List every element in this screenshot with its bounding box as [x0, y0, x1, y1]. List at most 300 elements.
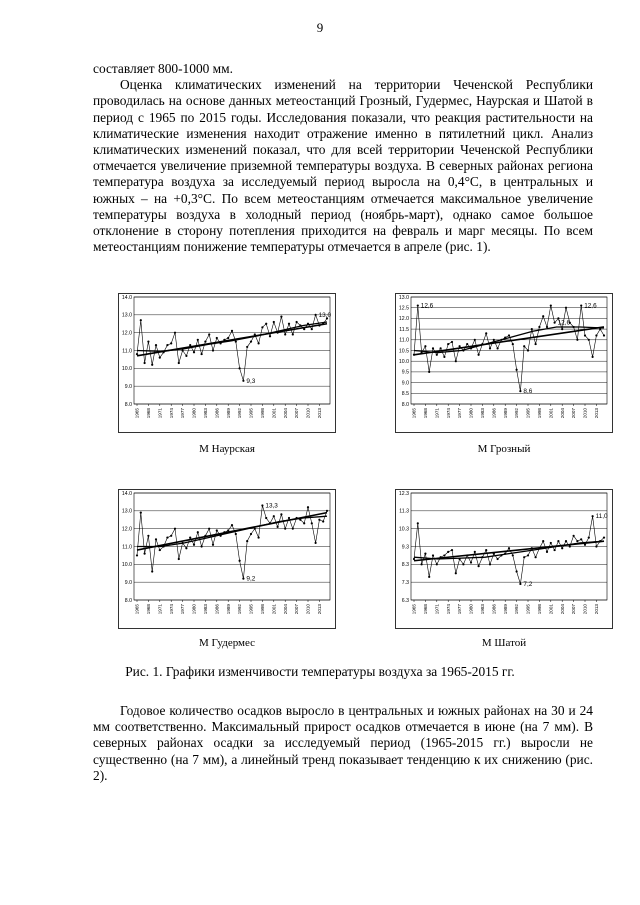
data-label: 12,6 — [584, 302, 597, 310]
paragraph: составляет 800-1000 мм. — [93, 61, 233, 76]
data-point — [235, 340, 237, 342]
x-tick-label: 2001 — [548, 408, 554, 419]
data-point — [592, 515, 594, 517]
data-point — [603, 536, 605, 538]
data-point — [561, 328, 563, 330]
x-tick-label: 2007 — [294, 408, 300, 419]
chart-caption-grozny: М Грозный — [477, 443, 531, 455]
data-point — [147, 340, 149, 342]
data-point — [174, 332, 176, 334]
data-point — [280, 513, 282, 515]
data-point — [307, 323, 309, 325]
data-point — [516, 570, 518, 572]
x-tick-label: 2001 — [548, 604, 554, 615]
data-point — [470, 561, 472, 563]
x-tick-label: 2004 — [559, 408, 565, 419]
data-point — [227, 529, 229, 531]
data-point — [235, 533, 237, 535]
x-tick-label: 1968 — [146, 408, 151, 419]
data-label: 13,0 — [318, 311, 332, 319]
data-point — [516, 369, 518, 371]
data-point — [296, 517, 298, 519]
data-point — [497, 347, 499, 349]
x-tick-label: 1998 — [537, 408, 542, 419]
data-point — [436, 354, 438, 356]
data-point — [204, 535, 206, 537]
x-tick-label: 1995 — [525, 408, 531, 419]
data-point — [189, 344, 191, 346]
data-point — [504, 337, 506, 339]
data-point — [246, 346, 248, 348]
data-point — [147, 535, 149, 537]
y-tick-label: 8.0 — [124, 401, 132, 408]
data-point — [485, 549, 487, 551]
data-point — [455, 360, 457, 362]
data-point — [292, 528, 294, 530]
chart-naurskaya — [118, 293, 336, 433]
x-tick-label: 1992 — [514, 408, 520, 419]
data-point — [315, 542, 317, 544]
data-point — [322, 520, 324, 522]
data-point — [588, 536, 590, 538]
data-point — [432, 554, 434, 556]
data-point — [280, 316, 282, 318]
data-point — [535, 343, 537, 345]
data-point — [565, 307, 567, 309]
x-tick-label: 1977 — [457, 408, 463, 419]
data-point — [546, 551, 548, 553]
data-point — [261, 504, 263, 506]
data-point — [504, 553, 506, 555]
data-point — [542, 315, 544, 317]
y-tick-label: 11.0 — [399, 337, 409, 344]
data-point — [318, 324, 320, 326]
data-point — [159, 357, 161, 359]
data-label: 9,2 — [246, 575, 256, 583]
x-tick-label: 2007 — [571, 408, 577, 419]
data-point — [303, 522, 305, 524]
x-tick-label: 1983 — [203, 604, 208, 615]
x-tick-label: 2013 — [594, 408, 599, 419]
y-tick-label: 8.5 — [401, 391, 409, 398]
x-tick-label: 1980 — [468, 408, 474, 419]
data-point — [584, 544, 586, 546]
data-point — [561, 547, 563, 549]
data-point — [322, 323, 324, 325]
data-point — [451, 549, 453, 551]
data-point — [550, 542, 552, 544]
x-tick-label: 1992 — [514, 604, 520, 615]
data-label: 13,3 — [265, 502, 278, 510]
body-text-bottom — [93, 703, 593, 784]
y-tick-label: 9.5 — [401, 369, 409, 376]
data-point — [489, 347, 491, 349]
data-point — [277, 332, 279, 334]
data-point — [292, 333, 294, 335]
data-point — [307, 506, 309, 508]
data-point — [231, 524, 233, 526]
data-point — [136, 353, 138, 355]
data-label: 12,6 — [420, 302, 434, 310]
data-point — [443, 554, 445, 556]
y-tick-label: 12.0 — [121, 526, 132, 533]
data-point — [569, 545, 571, 547]
data-point — [519, 583, 521, 585]
x-tick-label: 1977 — [457, 604, 463, 615]
x-tick-label: 1995 — [248, 408, 254, 419]
x-tick-label: 1968 — [146, 604, 151, 615]
x-tick-label: 2004 — [559, 604, 565, 615]
data-point — [140, 512, 142, 514]
data-point — [436, 563, 438, 565]
data-point — [277, 526, 279, 528]
y-tick-label: 11.3 — [399, 508, 409, 515]
x-tick-label: 1974 — [445, 604, 451, 615]
data-point — [417, 522, 419, 524]
x-tick-label: 1980 — [191, 604, 197, 615]
data-point — [512, 554, 514, 556]
y-tick-label: 10.0 — [121, 562, 132, 569]
x-tick-label: 2010 — [582, 604, 588, 615]
data-point — [500, 554, 502, 556]
x-tick-label: 1992 — [237, 408, 243, 419]
x-tick-label: 2010 — [305, 408, 311, 419]
data-point — [261, 326, 263, 328]
data-point — [250, 340, 252, 342]
y-tick-label: 7.3 — [401, 579, 409, 586]
data-point — [538, 547, 540, 549]
data-point — [421, 352, 423, 354]
data-point — [201, 545, 203, 547]
data-point — [166, 536, 168, 538]
data-point — [159, 549, 161, 551]
data-point — [493, 339, 495, 341]
figure-caption: Рис. 1. Графики изменчивости температуры воздуха за 1965-2015 гг. — [125, 664, 515, 679]
data-point — [318, 519, 320, 521]
body-text-top — [93, 61, 593, 255]
data-point — [497, 558, 499, 560]
chart-gudermes — [118, 489, 336, 629]
y-tick-label: 13.0 — [398, 294, 409, 301]
data-label: 9,3 — [246, 377, 256, 385]
x-tick-label: 1995 — [525, 604, 531, 615]
x-tick-label: 1992 — [237, 604, 243, 615]
y-tick-label: 12.5 — [398, 305, 409, 312]
data-point — [451, 341, 453, 343]
data-point — [481, 343, 483, 345]
data-point — [182, 542, 184, 544]
data-point — [242, 578, 244, 580]
data-point — [519, 390, 521, 392]
data-point — [546, 326, 548, 328]
data-point — [265, 517, 267, 519]
chart-caption-shatoi: М Шатой — [481, 637, 527, 649]
x-tick-label: 2010 — [305, 604, 311, 615]
data-point — [151, 364, 153, 366]
y-tick-label: 10.0 — [121, 366, 132, 373]
data-point — [242, 380, 244, 382]
data-point — [220, 342, 222, 344]
data-label: 11,0 — [595, 513, 608, 521]
x-tick-label: 1971 — [434, 408, 440, 419]
x-tick-label: 1968 — [423, 408, 428, 419]
data-point — [523, 345, 525, 347]
data-point — [531, 547, 533, 549]
paragraph: Оценка климатических изменений на территории Чеченской Республики проводилась на основе данных метеостанций Грозный, Гудермес, Наурская и Шатой в период с 1965 по 2015 годы. Исследования показали, что реакция растительности на климатические изменения находит отражение именно в пятилетний цикл. Анализ климатических изменений показал, что для всей территории Чеченской Республики отмечается увеличение приземной температуры воздуха. В северных районах региона температура воздуха за исследуемый период выросла на 0,4°С, в центральных и южных – на +0,3°С. По всем метеостанциям отмечается максимальное увеличение температуры воздуха в холодный период (ноябрь-март), однако самое большое отклонение в сторону потепления приходится на февраль и марг месяцы. По всем метеостанциям понижение температуры отмечается в апреле (рис. 1). — [93, 77, 593, 255]
data-point — [424, 553, 426, 555]
y-tick-label: 14.0 — [121, 490, 132, 497]
data-point — [273, 515, 275, 517]
data-point — [299, 519, 301, 521]
x-tick-label: 1995 — [248, 604, 254, 615]
data-point — [208, 528, 210, 530]
data-point — [193, 351, 195, 353]
data-point — [535, 556, 537, 558]
data-point — [223, 531, 225, 533]
data-point — [182, 349, 184, 351]
data-point — [599, 328, 601, 330]
x-tick-label: 1989 — [225, 604, 231, 615]
x-tick-label: 1974 — [445, 408, 451, 419]
data-point — [474, 551, 476, 553]
x-tick-label: 1971 — [157, 408, 163, 419]
data-point — [565, 540, 567, 542]
data-point — [588, 339, 590, 341]
data-point — [197, 339, 199, 341]
data-point — [288, 517, 290, 519]
data-point — [299, 324, 301, 326]
data-point — [421, 563, 423, 565]
x-tick-label: 1977 — [180, 604, 186, 615]
x-tick-label: 1980 — [468, 604, 474, 615]
data-point — [474, 339, 476, 341]
x-tick-label: 1983 — [203, 408, 208, 419]
data-point — [466, 554, 468, 556]
data-point — [440, 556, 442, 558]
y-tick-label: 13.0 — [121, 312, 132, 319]
data-point — [527, 554, 529, 556]
data-point — [144, 362, 146, 364]
data-point — [584, 334, 586, 336]
data-point — [212, 349, 214, 351]
data-point — [538, 326, 540, 328]
x-tick-label: 1998 — [260, 604, 265, 615]
data-point — [478, 565, 480, 567]
data-point — [166, 344, 168, 346]
data-point — [428, 371, 430, 373]
x-tick-label: 1971 — [434, 604, 440, 615]
data-point — [254, 528, 256, 530]
data-label: 7,2 — [523, 580, 533, 588]
data-point — [542, 540, 544, 542]
data-point — [573, 326, 575, 328]
data-point — [576, 339, 578, 341]
x-tick-label: 2004 — [282, 604, 288, 615]
x-tick-label: 2001 — [271, 604, 277, 615]
x-tick-label: 2001 — [271, 408, 277, 419]
data-point — [201, 353, 203, 355]
data-point — [246, 540, 248, 542]
x-tick-label: 1974 — [168, 408, 174, 419]
x-tick-label: 1986 — [491, 604, 497, 615]
x-tick-label: 1998 — [260, 408, 265, 419]
data-point — [485, 332, 487, 334]
x-tick-label: 1983 — [480, 408, 485, 419]
data-point — [140, 319, 142, 321]
data-point — [296, 321, 298, 323]
x-tick-label: 1965 — [134, 604, 140, 615]
data-point — [288, 323, 290, 325]
data-point — [478, 354, 480, 356]
data-point — [440, 347, 442, 349]
y-tick-label: 13.0 — [121, 508, 132, 515]
data-point — [459, 558, 461, 560]
x-tick-label: 1989 — [225, 408, 231, 419]
data-point — [417, 304, 419, 306]
data-point — [554, 549, 556, 551]
data-point — [573, 535, 575, 537]
y-tick-label: 9.3 — [401, 544, 409, 551]
data-point — [493, 553, 495, 555]
data-point — [163, 351, 165, 353]
data-point — [284, 528, 286, 530]
data-point — [527, 349, 529, 351]
data-point — [531, 328, 533, 330]
data-point — [500, 339, 502, 341]
data-point — [151, 570, 153, 572]
data-point — [599, 540, 601, 542]
data-point — [193, 544, 195, 546]
data-point — [523, 556, 525, 558]
data-point — [174, 528, 176, 530]
data-point — [170, 342, 172, 344]
data-point — [284, 333, 286, 335]
y-tick-label: 11.5 — [399, 326, 409, 333]
chart-grozny — [395, 293, 613, 433]
data-point — [178, 362, 180, 364]
data-point — [216, 529, 218, 531]
data-point — [254, 333, 256, 335]
data-point — [432, 347, 434, 349]
data-point — [413, 354, 415, 356]
data-point — [303, 328, 305, 330]
x-tick-label: 1977 — [180, 408, 186, 419]
y-tick-label: 12.3 — [398, 490, 409, 497]
data-point — [428, 576, 430, 578]
data-point — [208, 333, 210, 335]
data-point — [212, 544, 214, 546]
data-point — [489, 563, 491, 565]
x-tick-label: 1986 — [491, 408, 497, 419]
data-point — [185, 355, 187, 357]
data-point — [311, 328, 313, 330]
data-point — [315, 314, 317, 316]
x-tick-label: 1965 — [411, 408, 417, 419]
x-tick-label: 1965 — [134, 408, 140, 419]
data-point — [595, 334, 597, 336]
data-point — [220, 535, 222, 537]
data-point — [424, 345, 426, 347]
data-point — [223, 339, 225, 341]
x-tick-label: 1983 — [480, 604, 485, 615]
data-point — [459, 345, 461, 347]
data-point — [189, 536, 191, 538]
data-point — [592, 356, 594, 358]
y-tick-label: 12.0 — [398, 316, 409, 323]
data-point — [197, 531, 199, 533]
y-tick-label: 11.0 — [122, 544, 132, 551]
data-point — [557, 540, 559, 542]
data-point — [443, 356, 445, 358]
data-label: 12,6 — [557, 319, 571, 327]
data-point — [470, 347, 472, 349]
data-point — [204, 340, 206, 342]
x-tick-label: 2013 — [594, 604, 599, 615]
y-tick-label: 12.0 — [121, 330, 132, 337]
data-point — [155, 344, 157, 346]
x-tick-label: 2013 — [317, 604, 322, 615]
y-tick-label: 10.5 — [398, 348, 409, 355]
data-point — [273, 321, 275, 323]
y-tick-label: 9.0 — [401, 380, 409, 387]
data-label: 8,6 — [523, 388, 533, 396]
data-point — [269, 335, 271, 337]
x-tick-label: 2004 — [282, 408, 288, 419]
y-tick-label: 14.0 — [121, 294, 132, 301]
y-tick-label: 8.3 — [401, 562, 409, 569]
data-point — [447, 551, 449, 553]
data-point — [269, 522, 271, 524]
x-tick-label: 1980 — [191, 408, 197, 419]
x-tick-label: 2013 — [317, 408, 322, 419]
data-point — [185, 547, 187, 549]
data-point — [250, 533, 252, 535]
data-point — [603, 334, 605, 336]
data-point — [462, 563, 464, 565]
data-point — [227, 337, 229, 339]
data-point — [554, 322, 556, 324]
data-point — [580, 304, 582, 306]
y-tick-label: 6.3 — [401, 597, 409, 604]
chart-caption-gudermes: М Гудермес — [198, 637, 256, 649]
x-tick-label: 1965 — [411, 604, 417, 615]
x-tick-label: 1968 — [423, 604, 428, 615]
y-tick-label: 11.0 — [122, 348, 132, 355]
chart-shatoi — [395, 489, 613, 629]
data-point — [595, 545, 597, 547]
x-tick-label: 1989 — [502, 604, 508, 615]
x-tick-label: 1986 — [214, 604, 220, 615]
x-tick-label: 1989 — [502, 408, 508, 419]
x-tick-label: 1998 — [537, 604, 542, 615]
data-point — [170, 535, 172, 537]
data-point — [413, 558, 415, 560]
data-point — [466, 343, 468, 345]
data-point — [155, 538, 157, 540]
y-tick-label: 9.0 — [124, 579, 132, 586]
data-point — [508, 334, 510, 336]
paragraph: Годовое количество осадков выросло в центральных и южных районах на 30 и 24 мм соответственно. Максимальный прирост осадков отмечается в июне (на 7 мм). В северных районах осадки за исследуемый период (1965-2015 гг.) выросли не существенно (на 7 мм), а линейный тренд показывает тенденцию к их снижению (рис. 2). — [93, 703, 593, 783]
data-point — [512, 343, 514, 345]
data-point — [178, 558, 180, 560]
data-point — [550, 304, 552, 306]
x-tick-label: 1971 — [157, 604, 163, 615]
x-tick-label: 2007 — [294, 604, 300, 615]
data-point — [239, 367, 241, 369]
x-tick-label: 1974 — [168, 604, 174, 615]
data-point — [144, 553, 146, 555]
data-point — [265, 323, 267, 325]
